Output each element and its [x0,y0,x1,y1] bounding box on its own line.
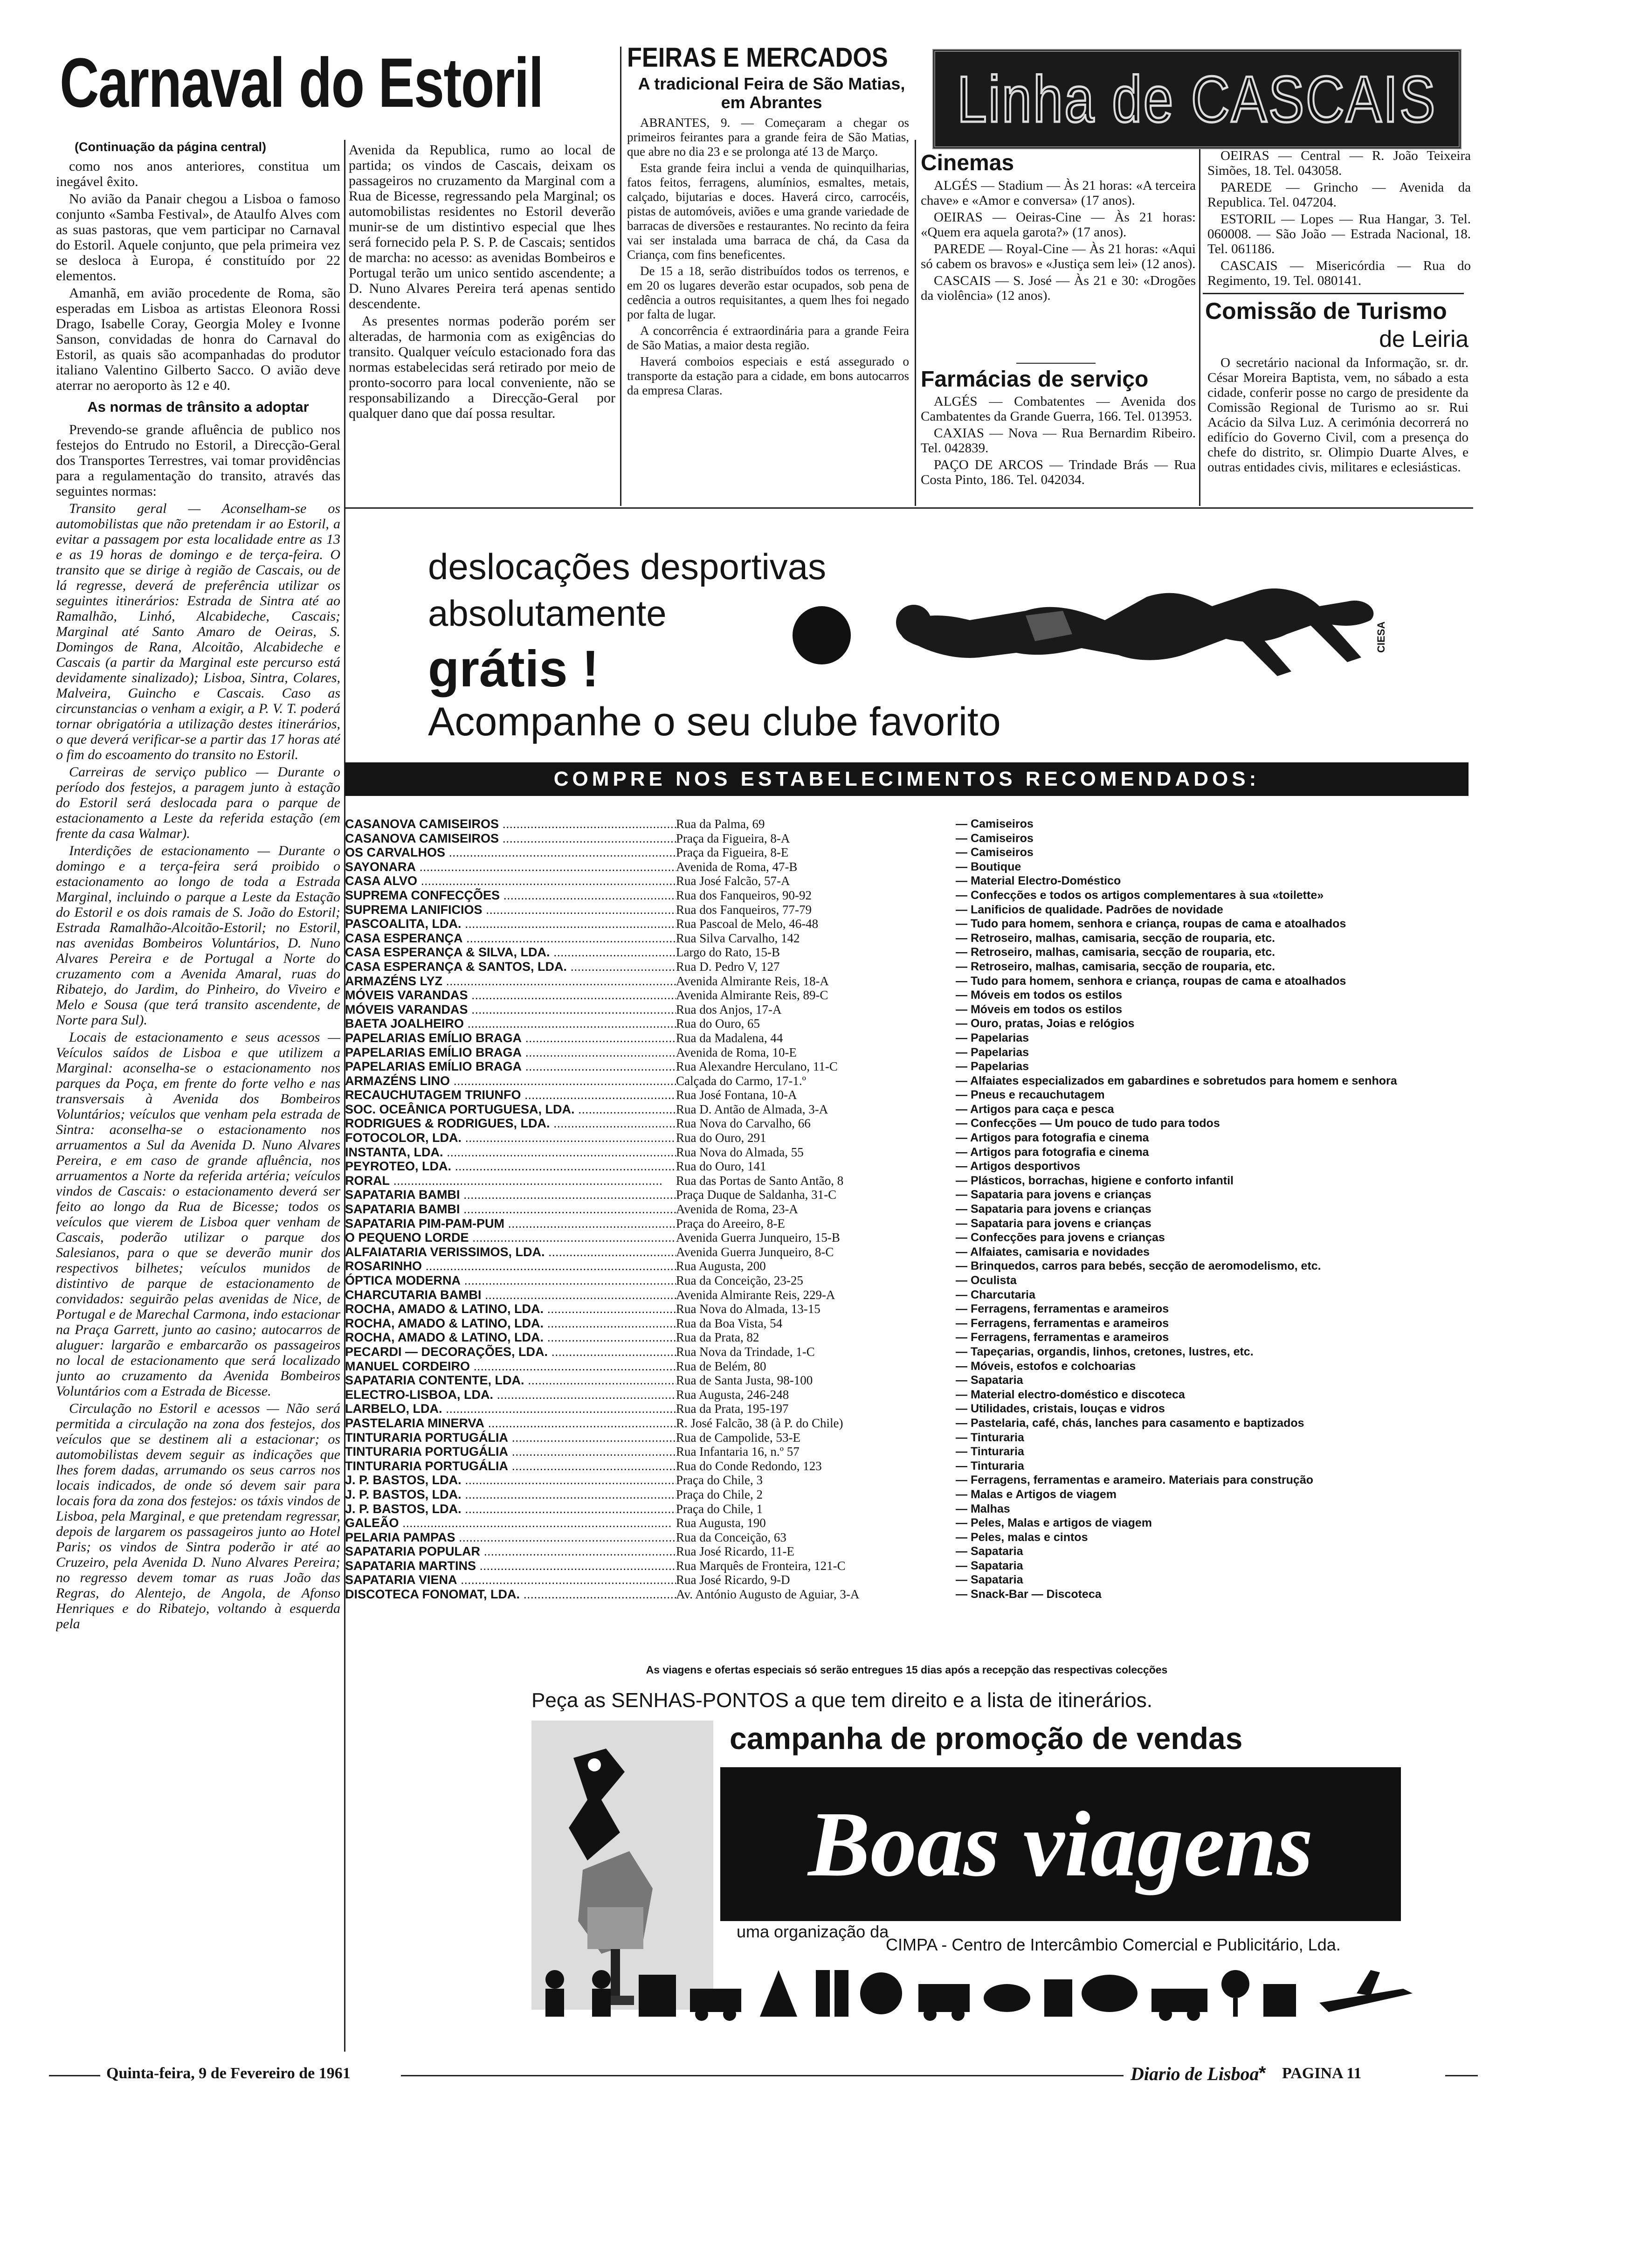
store-address: Praça do Areeiro, 8-E [676,1216,785,1231]
store-address: Rua da Madalena, 44 [676,1030,783,1045]
store-address: Avenida Almirante Reis, 18-A [676,974,829,988]
store-address: Avenida Guerra Junqueiro, 15-B [676,1231,840,1245]
store-row [345,1373,1469,1388]
store-description: — Snack-Bar — Discoteca [956,1587,1469,1602]
store-row [345,1530,1469,1545]
store-description: — Sapataria para jovens e crianças [956,1202,1469,1217]
travel-icons-strip [536,1961,1422,2024]
store-description: — Charcutaria [956,1288,1469,1302]
store-address: Rua José Fontana, 10-A [676,1088,797,1102]
store-address: Av. António Augusto de Aguiar, 3-A [676,1587,860,1602]
feiras-subtitle: A tradicional Feira de São Matias, em Abrantes [638,74,905,112]
store-name: PEYROTEO, LDA. ..... [345,1159,676,1174]
store-row [345,1145,1469,1160]
footer-rule-left [49,2075,100,2076]
recommended-banner [345,762,1469,796]
store-name: BAETA JOALHEIRO ..... [345,1016,676,1031]
store-row [345,817,1469,831]
store-address: Rua de Belém, 80 [676,1359,766,1373]
store-description: — Sapataria para jovens e crianças [956,1188,1469,1202]
pharmacy-entry: PAÇO DE ARCOS — Trindade Brás — Rua Costa Pinto, 186. Tel. 042034. [921,457,1196,487]
store-row [345,1573,1469,1587]
store-row [345,1159,1469,1174]
store-description: — Ferragens, ferramentas e arameiro. Materiais para construção [956,1473,1469,1487]
store-address: Rua Nova do Almada, 13-15 [676,1302,820,1316]
store-description: — Malhas [956,1502,1469,1516]
store-row [345,1416,1469,1431]
store-address: Rua D. Pedro V, 127 [676,959,780,974]
organizacao-line: uma organização da [737,1922,889,1941]
store-address: Rua Alexandre Herculano, 11-C [676,1059,838,1074]
boas-viagens-banner [720,1767,1401,1921]
store-row [345,1059,1469,1074]
continuation-note: (Continuação da página central) [75,140,267,154]
cinemas-title: Cinemas [921,151,1014,175]
store-description: — Artigos para fotografia e cinema [956,1145,1469,1160]
turismo-body [1207,355,1469,477]
store-row [345,903,1469,917]
store-row [345,1402,1469,1416]
store-address: Praça do Chile, 2 [676,1487,763,1501]
store-address: Rua Pascoal de Melo, 46-48 [676,917,819,931]
store-address: Rua Augusta, 190 [676,1516,766,1530]
article-paragraph: Circulação no Estoril e acessos — Não será permitida a circulação na zona dos festejos, dos veículos que se destinem ali a estacionar; os automobilistas devem seguir as indicações que lhes forem dadas, arrumando os seus carros nos locais indicados, de onde só devem sair para locais fora da zona dos festejos: os táxis vindos de Lisboa, pela Marginal, e que pretendam regressar, depois de largarem os passageiros junto ao Hotel Paris; os vindos de Sintra poderão ir até ao Cruzeiro, pela Avenida D. Nuno Alvares Pereira; no regresso devem tomar as ruas João das Regras, do Alentejo, de Angola, de Afonso Henriques e do Ribatejo, voltando à esquerda pela [56,1401,340,1632]
carnaval-title: Carnaval do Estoril [60,43,543,122]
store-description: — Ferragens, ferramentas e arameiros [956,1302,1469,1316]
store-description: — Tinturaria [956,1459,1469,1473]
store-address: Rua Augusta, 246-248 [676,1387,789,1402]
store-row [345,888,1469,903]
pharmacy-entry: ESTORIL — Lopes — Rua Hangar, 3. Tel. 060008. — São João — Estrada Nacional, 18. Tel. 061186. [1207,212,1471,256]
feiras-body [627,116,909,507]
store-table [345,817,1469,1602]
store-description: — Lanificios de qualidade. Padrões de novidade [956,903,1469,917]
pharmacy-entry: ALGÉS — Combatentes — Avenida dos Cambatentes da Grande Guerra, 166. Tel. 013953. [921,394,1196,424]
column-rule [620,47,621,506]
linha-cascais-banner [932,49,1462,149]
store-description: — Retroseiro, malhas, camisaria, secção de rouparia, etc. [956,960,1469,974]
campanha-title: campanha de promoção de vendas [730,1721,1243,1756]
store-description: — Material Electro-Doméstico [956,874,1469,888]
store-address: Rua José Ricardo, 11-E [676,1544,794,1559]
store-address: Rua Nova da Trindade, 1-C [676,1344,815,1359]
store-row [345,974,1469,989]
store-address: Rua José Ricardo, 9-D [676,1573,790,1587]
store-address: Rua dos Anjos, 17-A [676,1002,782,1016]
pharmacy-entry: PAREDE — Grincho — Avenida da Republica. Tel. 047204. [1207,180,1471,210]
store-description: — Boutique [956,860,1469,874]
store-name: RORAL ..... [345,1174,676,1188]
store-name: FOTOCOLOR, LDA. ..... [345,1131,676,1145]
store-name: TINTURARIA PORTUGÁLIA ..... [345,1445,676,1459]
cimpa-line: CIMPA - Centro de Intercâmbio Comercial e Publicitário, Lda. [886,1935,1341,1954]
store-row [345,1431,1469,1445]
store-name: SAPATARIA BAMBI ..... [345,1202,676,1217]
store-name: SUPREMA CONFECÇÕES ..... [345,888,676,903]
store-name: SOC. OCEÂNICA PORTUGUESA, LDA. ..... [345,1102,676,1117]
article-paragraph: Amanhã, em avião procedente de Roma, são esperadas em Lisboa as artistas Eleonora Rossi Drago, Isabelle Coray, Georgia Moley e Ivonne Sanson, convidadas de honra do Carnaval do Estoril, as quais são acompanhadas do produtor italiano Valentino Gilberto Sacco. O avião deve aterrar no aeroporto às 12 e 40. [56,285,340,393]
store-row [345,1131,1469,1145]
ad-headline-3: grátis ! [428,640,599,698]
store-description: — Ferragens, ferramentas e arameiros [956,1316,1469,1331]
store-row [345,1231,1469,1245]
store-description: — Sapataria [956,1573,1469,1587]
store-description: — Sapataria [956,1373,1469,1388]
store-name: PELARIA PAMPAS ..... [345,1530,676,1545]
store-name: PASCOALITA, LDA. ..... [345,917,676,931]
column-rule [1199,149,1200,506]
store-address: Avenida Guerra Junqueiro, 8-C [676,1245,834,1259]
store-row [345,1031,1469,1045]
store-address: Rua do Conde Redondo, 123 [676,1459,822,1473]
store-name: ROCHA, AMADO & LATINO, LDA. ..... [345,1316,676,1331]
store-name: PECARDI — DECORAÇÕES, LDA. ..... [345,1345,676,1359]
store-name: ELECTRO-LISBOA, LDA. ..... [345,1388,676,1402]
store-row [345,1016,1469,1031]
pharmacy-entry: CASCAIS — Misericórdia — Rua do Regimento, 19. Tel. 080141. [1207,258,1471,288]
store-name: J. P. BASTOS, LDA. ..... [345,1473,676,1487]
store-name: CASA ESPERANÇA ..... [345,931,676,946]
store-row [345,1074,1469,1088]
store-description: — Confecções para jovens e crianças [956,1231,1469,1245]
store-row [345,1345,1469,1359]
cinema-entry: ALGÉS — Stadium — Às 21 horas: «A terceira chave» e «Amor e conversa» (17 anos). [921,178,1196,208]
store-description: — Brinquedos, carros para bebés, secção de aeromodelismo, etc. [956,1259,1469,1273]
store-row [345,1202,1469,1217]
store-row [345,1273,1469,1288]
store-address: Praça do Chile, 3 [676,1473,763,1487]
article-paragraph: ABRANTES, 9. — Começaram a chegar os primeiros feirantes para a grande feira de São Matias, que abre no dia 23 e se prolonga até 13 de Março. [627,116,909,159]
store-description: — Camiseiros [956,831,1469,846]
footer-paper-name: Diario de Lisboa [1131,2063,1259,2084]
delivery-note: As viagens e ofertas especiais só serão entregues 15 dias após a recepção das respectivas colecções [646,1664,1168,1676]
store-row [345,1003,1469,1017]
store-address: R. José Falcão, 38 (à P. do Chile) [676,1416,843,1430]
store-name: SAPATARIA CONTENTE, LDA. ..... [345,1373,676,1388]
store-name: ALFAIATARIA VERISSIMOS, LDA. ..... [345,1245,676,1259]
store-description: — Tapeçarias, organdis, linhos, cretones, lustres, etc. [956,1345,1469,1359]
ball-icon [793,606,851,664]
store-name: SAPATARIA POPULAR ..... [345,1544,676,1559]
store-row [345,874,1469,888]
ad-headline-1: deslocações desportivas [428,546,827,587]
store-address: Rua Infantaria 16, n.º 57 [676,1445,800,1459]
article-paragraph: De 15 a 18, serão distribuídos todos os terrenos, e em 20 os lugares deverão estar ocupados, sob pena de cedência a outros requisitantes, a quem lhes foi negado por falta de lugar. [627,264,909,321]
store-row [345,1259,1469,1273]
store-description: — Sapataria [956,1544,1469,1559]
store-row [345,1316,1469,1331]
store-name: PAPELARIAS EMÍLIO BRAGA ..... [345,1031,676,1045]
store-row [345,1559,1469,1573]
store-name: PASTELARIA MINERVA ..... [345,1416,676,1431]
farmacias-list-right [1207,148,1471,290]
store-description: — Pneus e recauchutagem [956,1088,1469,1102]
store-name: SAPATARIA PIM-PAM-PUM ..... [345,1217,676,1231]
store-row [345,831,1469,846]
store-row [345,1544,1469,1559]
carnaval-col1 [56,159,340,2038]
store-name: ROCHA, AMADO & LATINO, LDA. ..... [345,1302,676,1316]
article-paragraph: Carreiras de serviço publico — Durante o período dos festejos, a paragem junto à estação do Estoril será deslocada para o parque de estacionamento a Leste da referida estação (em frente da casa Walmar). [56,764,340,841]
article-paragraph: A concorrência é extraordinária para a grande Feira de São Matias, a maior desta região. [627,324,909,352]
store-name: MÓVEIS VARANDAS ..... [345,988,676,1003]
pharmacy-entry: OEIRAS — Central — R. João Teixeira Simões, 18. Tel. 043058. [1207,148,1471,178]
store-row [345,988,1469,1003]
footer-rule-mid [401,2075,1124,2076]
store-address: Rua D. Antão de Almada, 3-A [676,1102,828,1116]
store-address: Rua do Ouro, 65 [676,1016,760,1031]
store-description: — Malas e Artigos de viagem [956,1487,1469,1502]
store-address: Rua do Ouro, 291 [676,1131,766,1145]
store-name: CASA ESPERANÇA & SANTOS, LDA. ..... [345,960,676,974]
store-name: INSTANTA, LDA. ..... [345,1145,676,1160]
store-row [345,1330,1469,1345]
store-address: Rua do Ouro, 141 [676,1159,766,1174]
store-name: J. P. BASTOS, LDA. ..... [345,1502,676,1516]
store-name: ÓPTICA MODERNA ..... [345,1273,676,1288]
cinema-entry: CASCAIS — S. José — Às 21 e 30: «Drogões da violência» (12 anos). [921,273,1196,303]
article-paragraph: Haverá comboios especiais e está assegurado o transporte da estação para a cidade, em bons autocarros da empresa Claras. [627,354,909,397]
store-description: — Camiseiros [956,817,1469,831]
footer-date: Quinta-feira, 9 de Fevereiro de 1961 [106,2065,351,2082]
store-row [345,1487,1469,1502]
store-description: — Móveis em todos os estilos [956,1003,1469,1017]
store-description: — Retroseiro, malhas, camisaria, secção de rouparia, etc. [956,931,1469,946]
top-section-rule [345,507,1473,509]
store-row [345,1188,1469,1202]
store-address: Rua dos Fanqueiros, 77-79 [676,902,812,917]
store-name: GALEÃO ..... [345,1516,676,1530]
store-row [345,1587,1469,1602]
cinemas-list [921,178,1196,305]
store-name: ROCHA, AMADO & LATINO, LDA. ..... [345,1330,676,1345]
footer-star: * [1259,2063,1266,2083]
recommended-banner-text: COMPRE NOS ESTABELECIMENTOS RECOMENDADOS: [553,768,1260,790]
cinema-entry: PAREDE — Royal-Cine — Às 21 horas: «Aqui só cabem os bravos» e «Justiça sem lei» (12 anos). [921,242,1196,271]
store-name: SAYONARA ..... [345,860,676,874]
store-description: — Confecções e todos os artigos complementares à sua «toilette» [956,888,1469,903]
store-row [345,1302,1469,1316]
article-paragraph: As presentes normas poderão porém ser alteradas, de harmonia com as exigências do transito. Qualquer veículo estacionado fora das normas estabelecidas será retirado por meio de pronto-socorro para local conveniente, não se responsabilizando a Direcção-Geral por qualquer dano que daí possa resultar. [349,313,615,421]
store-description: — Artigos para caça e pesca [956,1102,1469,1117]
feiras-title: FEIRAS E MERCADOS [627,42,888,73]
store-name: J. P. BASTOS, LDA. ..... [345,1487,676,1502]
store-name: ROSARINHO ..... [345,1259,676,1273]
store-address: Avenida de Roma, 23-A [676,1202,798,1217]
store-name: RECAUCHUTAGEM TRIUNFO ..... [345,1088,676,1102]
linha-cascais-text: Linha de CASCAIS [957,62,1437,136]
store-row [345,1217,1469,1231]
store-name: TINTURARIA PORTUGÁLIA ..... [345,1431,676,1445]
store-description: — Camiseiros [956,845,1469,860]
ad-credit: CIESA [1375,621,1387,653]
store-address: Rua Nova do Carvalho, 66 [676,1116,811,1131]
store-name: SUPREMA LANIFICIOS ..... [345,903,676,917]
store-row [345,860,1469,874]
store-row [345,1445,1469,1459]
store-name: RODRIGUES & RODRIGUES, LDA. ..... [345,1116,676,1131]
store-row [345,1116,1469,1131]
store-description: — Material electro-doméstico e discoteca [956,1388,1469,1402]
store-name: CASA ALVO ..... [345,874,676,888]
store-description: — Oculista [956,1273,1469,1288]
farmacias-list [921,394,1196,489]
store-name: CASA ESPERANÇA & SILVA, LDA. ..... [345,945,676,960]
store-description: — Pastelaria, café, chás, lanches para casamento e baptizados [956,1416,1469,1431]
store-description: — Papelarias [956,1031,1469,1045]
store-description: — Confecções — Um pouco de tudo para todos [956,1116,1469,1131]
store-address: Calçada do Carmo, 17-1.º [676,1073,807,1088]
store-name: OS CARVALHOS ..... [345,845,676,860]
store-address: Avenida de Roma, 47-B [676,859,798,874]
store-name: ARMAZÉNS LINO ..... [345,1074,676,1088]
store-row [345,917,1469,931]
pharmacy-entry: CAXIAS — Nova — Rua Bernardim Ribeiro. Tel. 042839. [921,426,1196,456]
store-name: CASANOVA CAMISEIROS ..... [345,817,676,831]
store-address: Rua de Campolide, 53-E [676,1430,800,1445]
store-address: Rua Silva Carvalho, 142 [676,931,800,945]
store-description: — Tinturaria [956,1445,1469,1459]
article-paragraph: Prevendo-se grande afluência de publico nos festejos do Entrudo no Estoril, a Direcção-Geral dos Transportes Terrestres, vai tomar providências para a regulamentação do transito, através das seguintes normas: [56,422,340,499]
article-subhead: As normas de trânsito a adoptar [87,399,309,415]
store-row [345,1516,1469,1530]
store-name: PAPELARIAS EMÍLIO BRAGA ..... [345,1045,676,1060]
store-address: Rua da Prata, 82 [676,1330,759,1345]
article-paragraph: Esta grande feira inclui a venda de quinquilharias, fatos feitos, ferragens, alumínios, esmaltes, metais, calçado, bijutarias e doces. Haverá circo, carrocéis, pistas de automóveis, aviões e uma grande variedade de barracas de diversões e restaurantes. No recinto da feira vai ser instalada uma barraca de chá, da Casa da Criança, com fins beneficentes. [627,161,909,262]
store-description: — Sapataria [956,1559,1469,1573]
store-description: — Retroseiro, malhas, camisaria, secção de rouparia, etc. [956,945,1469,960]
store-address: Rua da Boa Vista, 54 [676,1316,783,1330]
store-row [345,1288,1469,1302]
store-address: Rua da Conceição, 63 [676,1530,786,1544]
column-rule [915,140,916,506]
store-description: — Artigos desportivos [956,1159,1469,1174]
store-name: SAPATARIA BAMBI ..... [345,1188,676,1202]
footer-page: PAGINA 11 [1282,2065,1362,2082]
store-address: Rua de Santa Justa, 98-100 [676,1373,813,1388]
article-paragraph: Locais de estacionamento e seus acessos — Veículos saídos de Lisboa e que utilizem a Marginal: aconselha-se o estacionamento nos parques da Poça, em frente do forte velho e nas transversais à Avenida dos Bombeiros Voluntários; veículos que venham pela estrada de Sintra: aconselha-se o estacionamento nos arruamentos a Sul da Avenida D. Nuno Alvares Pereira, e em caso de grande afluência, nos arruamentos a Norte da referida artéria; veículos vindos de Cascais: o estacionamento deverá ser feito ao longo da Rua de Bicesse; todos os veículos que vierem de Lisboa quer venham de Cascais, poderão utilizar o parque dos Salesianos, para o que se deverão munir dos respectivos bilhetes; veículos munidos de distintivo de parque de estacionamento de convidados: seguirão pelas avenidas de Nice, de Portugal e de Marechal Carmona, indo estacionar na Praça Garrett, junto ao casino; autocarros de aluguer: largarão e embarcarão os passageiros no local de estacionamento que será localizado junto ao cruzamento da Avenida Bombeiros Voluntários com a Estrada de Bicesse. [56,1030,340,1399]
article-paragraph: Interdições de estacionamento — Durante o domingo e a terça-feira será proibido o estacionamento ao longo de toda a Estrada Marginal, incluindo o parque a Leste da Estação do Estoril e os dois ramais de S. João do Estoril; Estrada Ramalhão-Alcoitão-Estoril; no Estoril, nas avenidas Bombeiros Voluntários, D. Nuno Alvares Pereira e de Portugal a Norte do cruzamento com a Avenida Amaral, ruas do Ribatejo, do Jardim, do Pinheiro, do Viveiro e Melo e Sousa (que terá transito ascendente, de Norte para Sul). [56,843,340,1028]
store-address: Praça Duque de Saldanha, 31-C [676,1188,837,1202]
article-paragraph: O secretário nacional da Informação, sr. dr. César Moreira Baptista, vem, no sábado a esta cidade, conferir posse no cargo de presidente da Comissão Regional de Turismo ao sr. Rui Acácio da Silva Luz. A cerimónia decorrerá no edifício do Governo Civil, com a presença do chefe do distrito, sr. Olimpio Duarte Alves, e outras entidades civis, militares e eclesiásticas. [1207,355,1469,475]
store-address: Praça da Figueira, 8-E [676,845,789,860]
store-description: — Alfaiates especializados em gabardines e sobretudos para homem e senhora [956,1074,1469,1088]
store-name: MANUEL CORDEIRO ..... [345,1359,676,1374]
store-row [345,1088,1469,1102]
section-divider [1203,293,1464,294]
store-address: Avenida Almirante Reis, 89-C [676,988,828,1003]
store-address: Praça do Chile, 1 [676,1501,763,1516]
farmacias-title: Farmácias de serviço [921,367,1149,392]
store-name: MÓVEIS VARANDAS ..... [345,1003,676,1017]
store-address: Rua da Prata, 195-197 [676,1402,789,1416]
footer-rule-right [1445,2075,1478,2076]
store-address: Rua Marquês de Fronteira, 121-C [676,1558,846,1573]
store-name: CASANOVA CAMISEIROS ..... [345,831,676,846]
store-row [345,1473,1469,1487]
store-description: — Alfaiates, camisaria e novidades [956,1245,1469,1259]
store-row [345,1359,1469,1374]
store-description: — Tinturaria [956,1431,1469,1445]
store-row [345,1459,1469,1473]
store-description: — Artigos para fotografia e cinema [956,1131,1469,1145]
store-address: Praça da Figueira, 8-A [676,831,790,845]
article-paragraph: como nos anos anteriores, constitua um inegável êxito. [56,159,340,189]
article-paragraph: No avião da Panair chegou a Lisboa o famoso conjunto «Samba Festival», de Ataulfo Alves com as suas pastoras, que vem participar no Carnaval do Estoril. Aquele conjunto, que pela primeira vez se desloca à Europa, é constituído por 22 elementos. [56,191,340,284]
store-description: — Móveis em todos os estilos [956,988,1469,1003]
store-name: SAPATARIA MARTINS ..... [345,1559,676,1573]
store-name: SAPATARIA VIENA ..... [345,1573,676,1587]
store-row [345,931,1469,946]
store-name: PAPELARIAS EMÍLIO BRAGA ..... [345,1059,676,1074]
store-description: — Ferragens, ferramentas e arameiros [956,1330,1469,1345]
store-row [345,945,1469,960]
store-address: Avenida Almirante Reis, 229-A [676,1287,835,1302]
store-address: Rua Augusta, 200 [676,1259,766,1273]
store-row [345,1102,1469,1117]
article-paragraph: Transito geral — Aconselham-se os automobilistas que não pretendam ir ao Estoril, a evitar a passagem por esta localidade entre as 13 e as 19 horas de domingo e de terça-feira. O transito que se dirige à região de Cascais, ou de lá regresse, deverá de preferência utilizar os seguintes itinerários: Estrada de Sintra até ao Ramalhão, Linhó, Alcabideche, Cascais; Marginal até Santo Amaro de Oeiras, S. Domingos de Rana, Alcoitão, Alcabideche e Cascais (a partir da Marginal este percurso está devidamente sinalizado); Lisboa, Sintra, Colares, Malveira, Guincho e Cascais. Caso as circunstancias o venham a exigir, a P. V. T. poderá tornar obrigatória a utilização destes itinerários, o que deverá verificar-se a partir das 17 horas até o fim do escoamento do transito no Estoril. [56,501,340,762]
store-address: Rua Nova do Almada, 55 [676,1145,804,1159]
senhas-line: Peça as SENHAS-PONTOS a que tem direito e a lista de itinerários. [531,1689,1152,1712]
store-description: — Papelarias [956,1045,1469,1060]
store-row [345,1388,1469,1402]
store-name: TINTURARIA PORTUGÁLIA ..... [345,1459,676,1473]
store-description: — Plásticos, borrachas, higiene e conforto infantil [956,1174,1469,1188]
store-row [345,960,1469,974]
store-description: — Utilidades, cristais, louças e vidros [956,1402,1469,1416]
store-row [345,845,1469,860]
store-row [345,1245,1469,1259]
turismo-subtitle: de Leiria [1379,326,1469,352]
store-address: Rua das Portas de Santo Antão, 8 [676,1173,844,1188]
store-description: — Ouro, pratas, Joias e relógios [956,1016,1469,1031]
store-description: — Papelarias [956,1059,1469,1074]
store-row [345,1502,1469,1516]
store-name: ARMAZÉNS LYZ ..... [345,974,676,989]
goalkeeper-illustration [886,541,1399,690]
store-name: CHARCUTARIA BAMBI ..... [345,1288,676,1302]
store-name: O PEQUENO LORDE ..... [345,1231,676,1245]
carnaval-col2 [349,142,615,506]
ad-headline-4: Acompanhe o seu clube favorito [428,699,1001,744]
store-address: Rua José Falcão, 57-A [676,874,790,888]
store-description: — Peles, malas e cintos [956,1530,1469,1545]
store-description: — Tudo para homem, senhora e criança, roupas de cama e atoalhados [956,917,1469,931]
store-address: Avenida de Roma, 10-E [676,1045,797,1059]
article-paragraph: Avenida da Republica, rumo ao local de partida; os vindos de Cascais, deixam os passageiros no cruzamento da Marginal com a Rua de Bicesse, regressando pela Marginal; os automobilistas residentes no Estoril deverão munir-se de um distintivo especial que lhes será fornecido pela P. S. P. de Cascais; sentidos de marcha: no acesso: as avenidas Bombeiros e Portugal terão um unico sentido ascendente; a D. Nuno Alvares Pereira terá apenas sentido descendente. [349,142,615,311]
store-description: — Peles, Malas e artigos de viagem [956,1516,1469,1530]
store-address: Rua da Conceição, 23-25 [676,1273,803,1287]
store-name: DISCOTECA FONOMAT, LDA. ..... [345,1587,676,1602]
store-row [345,1045,1469,1060]
store-address: Largo do Rato, 15-B [676,945,780,960]
store-description: — Móveis, estofos e colchoarias [956,1359,1469,1374]
store-address: Rua dos Fanqueiros, 90-92 [676,888,812,902]
section-divider [1016,363,1096,364]
store-description: — Tudo para homem, senhora e criança, roupas de cama e atoalhados [956,974,1469,989]
cinema-entry: OEIRAS — Oeiras-Cine — Às 21 horas: «Quem era aquela garota?» (17 anos). [921,210,1196,240]
ad-headline-2: absolutamente [428,593,667,634]
store-name: LARBELO, LDA. ..... [345,1402,676,1416]
store-row [345,1174,1469,1188]
boas-viagens-text: Boas viagens [808,1792,1313,1896]
store-address: Rua da Palma, 69 [676,817,765,831]
turismo-title: Comissão de Turismo [1205,298,1447,324]
store-description: — Sapataria para jovens e crianças [956,1217,1469,1231]
